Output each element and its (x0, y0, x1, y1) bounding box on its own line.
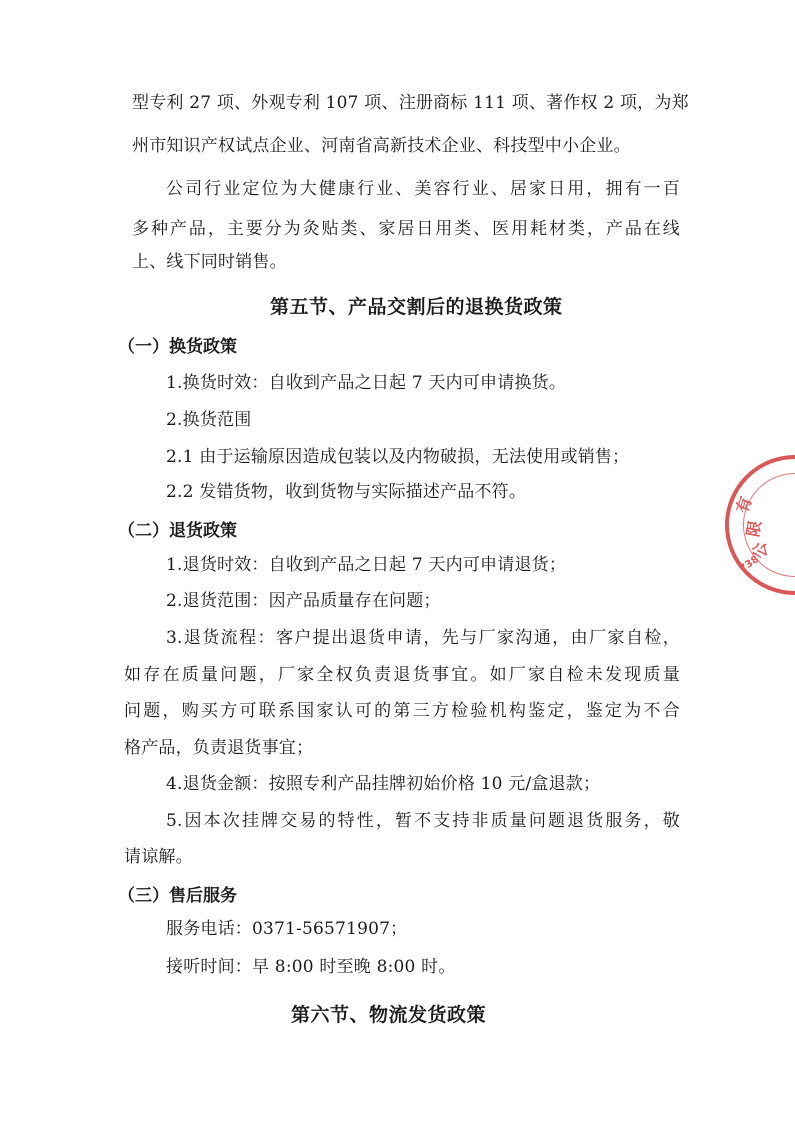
paragraph-line: 州市知识产权试点企业、河南省高新技术企业、科技型中小企业。 (132, 136, 631, 156)
policy-item: 4.退货金额：按照专利产品挂牌初始价格 10 元/盒退款； (166, 774, 601, 794)
policy-item: 2.1 由于运输原因造成包装以及内物破损，无法使用或销售； (166, 447, 630, 467)
paragraph-line: 公司行业定位为大健康行业、美容行业、居家日用，拥有一百 (166, 179, 680, 199)
paragraph-line: 格产品，负责退货事宜； (124, 738, 314, 758)
paragraph-line: 多种产品，主要分为灸贴类、家居日用类、医用耗材类，产品在线 (132, 219, 680, 239)
service-phone: 服务电话：0371-56571907； (166, 919, 408, 939)
seal-number: 738 (737, 554, 762, 575)
paragraph-line: 问题，购买方可联系国家认可的第三方检验机构鉴定，鉴定为不合 (124, 701, 680, 721)
seal-char: 有 (732, 494, 756, 516)
paragraph-line: 上、线下同时销售。 (132, 252, 287, 272)
paragraph-line: 请谅解。 (124, 847, 193, 867)
policy-item: 1.换货时效：自收到产品之日起 7 天内可申请换货。 (166, 373, 567, 393)
subsection-title: （二）退货政策 (118, 521, 237, 541)
paragraph-line: 如存在质量问题，厂家全权负责退货事宜。如厂家自检未发现质量 (124, 665, 680, 685)
seal-char: 公 (749, 541, 771, 560)
section-title: 第六节、物流发货政策 (291, 1004, 487, 1026)
policy-item: 2.退货范围：因产品质量存在问题； (166, 591, 441, 611)
policy-item: 3.退货流程：客户提出退货申请，先与厂家沟通，由厂家自检， (166, 628, 680, 648)
subsection-title: （一）换货政策 (118, 337, 237, 357)
policy-item: 2.2 发错货物，收到货物与实际描述产品不符。 (166, 482, 527, 502)
seal-char: 限 (743, 519, 765, 539)
section-title: 第五节、产品交割后的退换货政策 (270, 296, 563, 318)
paragraph-line: 型专利 27 项、外观专利 107 项、注册商标 111 项、著作权 2 项，为郑 (132, 93, 689, 113)
policy-item: 1.退货时效：自收到产品之日起 7 天内可申请退货； (166, 555, 567, 575)
subsection-title: （三）售后服务 (118, 886, 237, 906)
service-hours: 接听时间：早 8:00 时至晚 8:00 时。 (166, 957, 456, 977)
policy-item: 5.因本次挂牌交易的特性，暂不支持非质量问题退货服务，敬 (166, 811, 680, 831)
policy-item: 2.换货范围 (166, 410, 252, 430)
company-seal (725, 455, 795, 595)
